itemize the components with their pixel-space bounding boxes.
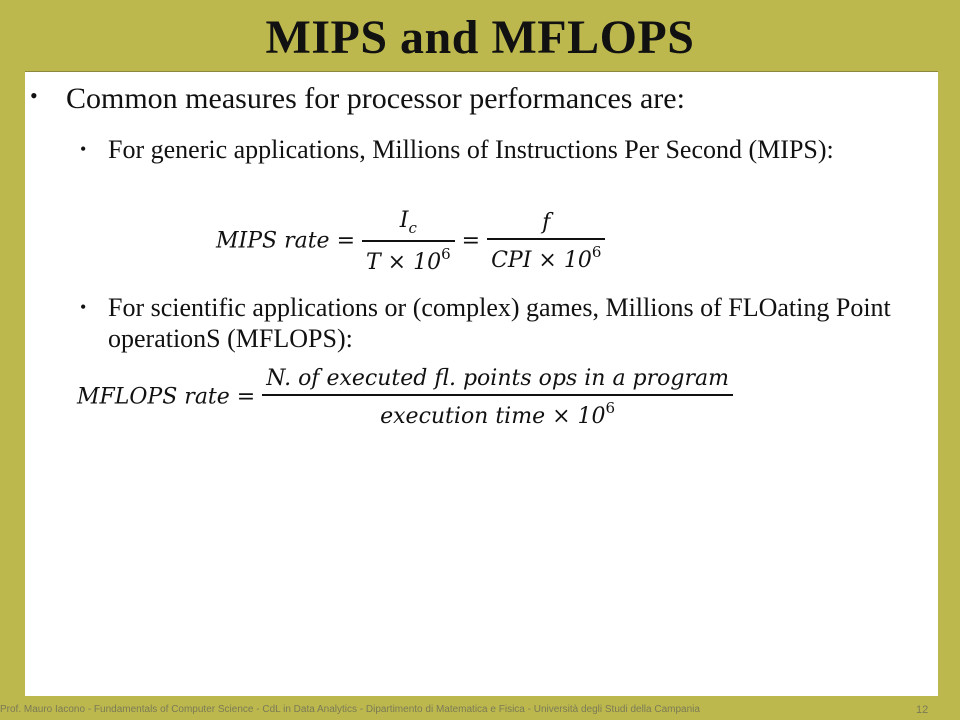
bullet-dot: • <box>80 297 87 317</box>
bullet-mips-text: For generic applications, Millions of Instructions Per Second (MIPS): <box>108 135 834 164</box>
footer-text: Prof. Mauro Iacono - Fundamentals of Computer Science - CdL in Data Analytics - Dipartimento di Matematica e Fisica - Università degli Studi della Campania <box>0 704 700 715</box>
mflops-fraction <box>262 366 733 429</box>
bullet-main-text: Common measures for processor performances are: <box>66 82 685 115</box>
slide-title: MIPS and MFLOPS <box>265 11 695 64</box>
mips-frac1-den-exp: 6 <box>441 245 451 263</box>
mips-frac1-num-sub: c <box>408 219 417 237</box>
mflops-lhs: MFLOPS rate = <box>77 384 256 410</box>
mips-fraction-1 <box>362 208 455 275</box>
mflops-den: execution time × 10 <box>380 404 606 429</box>
mips-fraction-2 <box>487 210 605 273</box>
mips-lhs: MIPS rate = <box>216 228 356 254</box>
mips-frac2-den: CPI × 10 <box>491 248 592 273</box>
mips-frac2-num: f <box>487 210 605 240</box>
mips-equals: = <box>461 228 481 254</box>
page-number: 12 <box>916 704 929 716</box>
bullet-mflops-text: For scientific applications or (complex) games, Millions of FLOating Point operationS (MFLOPS): <box>108 293 891 353</box>
mips-frac1-den: T × 10 <box>366 250 442 275</box>
bullet-dot: • <box>30 83 38 108</box>
mflops-num: N. of executed fl. points ops in a program <box>262 366 733 396</box>
mflops-den-exp: 6 <box>605 399 616 417</box>
bullet-dot: • <box>80 139 87 159</box>
mips-frac2-den-exp: 6 <box>591 243 602 261</box>
mips-formula <box>216 208 605 275</box>
mips-frac1-num: I <box>399 208 409 233</box>
mflops-formula <box>77 366 733 429</box>
